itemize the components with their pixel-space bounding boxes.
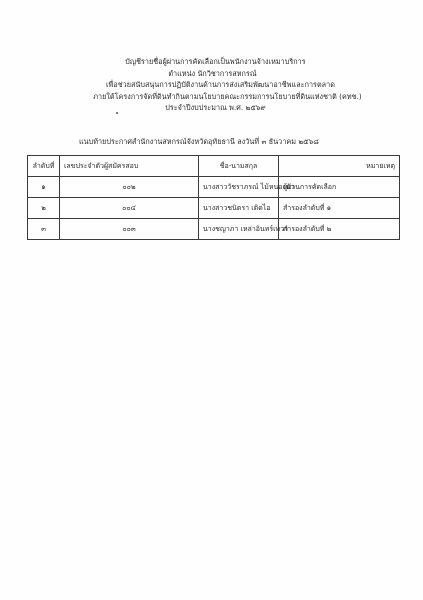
title-line-2: ตำแหน่ง นักวิชาการสหกรณ์ [168,68,257,78]
scan-mark [116,112,118,114]
header-remark: หมายเหตุ [279,156,400,177]
table-row [28,198,400,219]
title-line-4: ภายใต้โครงการจัดที่ดินทำกินตามนโยบายคณะกรรมการนโยบายที่ดินแห่งชาติ (คทช.) [93,91,362,101]
annex-line: แนบท้ายประกาศสำนักงานสหกรณ์จังหวัดอุทัยธานี ลงวันที่ ๓ ธันวาคม ๒๕๖๘ [79,137,319,146]
cell-applicant-no: ๐๐๔ [60,198,199,219]
cell-name: นางชญาภา เหล่าอินทร์เทวา [199,219,279,240]
title-line-5: ประจำปีงบประมาณ พ.ศ. ๒๕๖๙ [165,103,266,112]
header-order: ลำดับที่ [28,156,60,177]
cell-applicant-no: ๐๐๓ [60,219,199,240]
cell-name: นางสาววัชราภรณ์ ไม้หนองบัว [199,177,279,198]
cell-order: ๒ [28,198,60,219]
cell-name: นางสาวชนิตรา เติดไอ [199,198,279,219]
cell-remark: สำรองลำดับที่ ๑ [279,198,400,219]
document-header [0,56,423,114]
header-name: ชื่อ-นามสกุล [199,156,279,177]
cell-order: ๓ [28,219,60,240]
header-applicant-no: เลขประจำตัวผู้สมัครสอบ [60,156,199,177]
roster-table [27,155,400,240]
cell-remark: สำรองลำดับที่ ๒ [279,219,400,240]
table-row [28,177,400,198]
title-line-3: เพื่อช่วยสนับสนุนการปฏิบัติงานด้านการส่งเสริมพัฒนาอาชีพและการตลาด [106,80,335,89]
table-row [28,219,400,240]
table-header-row [28,156,400,177]
title-line-1: บัญชีรายชื่อผู้ผ่านการคัดเลือกเป็นพนักงานจ้างเหมาบริการ [125,57,306,66]
cell-order: ๑ [28,177,60,198]
cell-applicant-no: ๐๐๒ [60,177,199,198]
cell-remark: ผู้ผ่านการคัดเลือก [279,177,400,198]
